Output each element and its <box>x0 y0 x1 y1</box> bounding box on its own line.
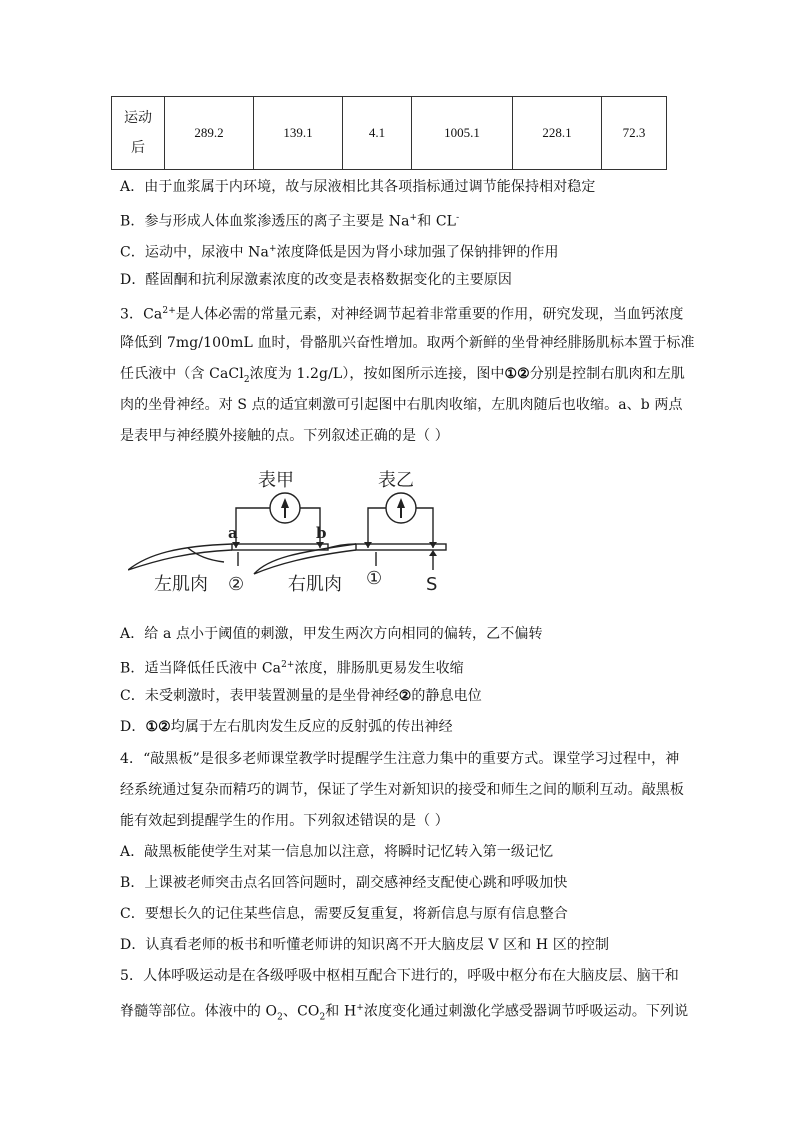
subscript: 2 <box>319 1012 326 1023</box>
circled-numbers: ①② <box>504 366 530 382</box>
table-cell: 72.3 <box>602 97 667 170</box>
arrow-meter2-left <box>364 542 372 548</box>
q4-option-d: D．认真看老师的板书和听懂老师讲的知识离不开大脑皮层 V 区和 H 区的控制 <box>120 937 610 953</box>
meter1-needle-stem <box>284 506 286 518</box>
label-point-a: a <box>228 524 238 542</box>
q3-option-b <box>120 655 464 679</box>
nerve-muscle-figure <box>128 462 458 600</box>
label-point-b: b <box>316 524 327 542</box>
q5-stem-line1: 5．人体呼吸运动是在各级呼吸中枢相互配合下进行的，呼吸中枢分布在大脑皮层、脑干和 <box>120 968 679 984</box>
row-label-line1: 运动 <box>124 110 152 126</box>
arrow-b <box>316 542 324 548</box>
text: D． <box>120 719 146 735</box>
label-right-muscle: 右肌肉 <box>288 574 342 595</box>
superscript: + <box>409 213 418 223</box>
text: 脊髓等部位。体液中的 O <box>120 1003 278 1020</box>
table-cell: 289.2 <box>165 97 254 170</box>
table-cell: 228.1 <box>513 97 602 170</box>
label-nerve2: ② <box>228 574 245 595</box>
q4-stem-line2: 经系统通过复杂而精巧的调节，保证了学生对新知识的接受和师生之间的顺利互动。敲黑板 <box>120 782 684 798</box>
q3-option-c <box>120 686 482 706</box>
q3-stem-line3 <box>120 364 685 390</box>
q4-option-a: A．敲黑板能使学生对某一信息加以注意，将瞬时记忆转入第一级记忆 <box>120 844 554 860</box>
arrow-a <box>232 542 240 548</box>
text: 的静息电位 <box>411 688 482 704</box>
q2-option-c <box>120 239 559 263</box>
label-meter1: 表甲 <box>258 470 294 491</box>
table-row <box>112 97 667 170</box>
circled-number: ② <box>398 688 412 704</box>
row-label-line2: 后 <box>131 140 145 156</box>
text: 3．Ca <box>120 306 163 323</box>
superscript: 2+ <box>162 306 176 316</box>
label-nerve1: ① <box>366 568 383 589</box>
q5-stem-line2 <box>120 998 688 1027</box>
q3-option-d <box>120 717 453 737</box>
right-muscle-shape <box>254 544 356 574</box>
label-stimulus: S <box>426 574 438 595</box>
superscript: 2+ <box>281 660 295 670</box>
q4-stem-line3: 能有效起到提醒学生的作用。下列叙述错误的是（ ） <box>120 813 449 829</box>
text: 浓度，腓肠肌更易发生收缩 <box>294 660 464 677</box>
superscript: + <box>268 244 277 254</box>
nerve-segment-left <box>232 544 328 550</box>
text: B．参与形成人体血浆渗透压的离子主要是 Na <box>120 213 410 230</box>
q4-stem-line1: 4．“敲黑板”是很多老师课堂教学时提醒学生注意力集中的重要方式。课堂学习过程中，神 <box>120 751 680 767</box>
q4-option-c: C．要想长久的记住某些信息，需要反复重复，将新信息与原有信息整合 <box>120 906 568 922</box>
q2-option-b <box>120 208 459 232</box>
data-table <box>111 96 667 170</box>
q4-option-b: B．上课被老师突击点名回答问题时，副交感神经支配使心跳和呼吸加快 <box>120 875 568 891</box>
superscript: - <box>456 213 460 223</box>
text: C．未受刺激时，表甲装置测量的是坐骨神经 <box>120 688 399 704</box>
text: C．运动中，尿液中 Na <box>120 244 269 261</box>
text: 均属于左右肌肉发生反应的反射弧的传出神经 <box>170 719 453 735</box>
q2-option-a: A．由于血浆属于内环境，故与尿液相比其各项指标通过调节能保持相对稳定 <box>120 179 596 195</box>
label-left-muscle: 左肌肉 <box>154 574 208 595</box>
circled-numbers: ①② <box>145 719 171 735</box>
text: 、CO <box>282 1003 320 1020</box>
table-cell: 139.1 <box>254 97 343 170</box>
label-meter2: 表乙 <box>378 470 414 491</box>
table-cell: 4.1 <box>343 97 412 170</box>
meter1-wire-left <box>236 508 270 548</box>
text: 浓度降低是因为肾小球加强了保钠排钾的作用 <box>276 244 559 261</box>
q3-stem-line4: 肉的坐骨神经。对 S 点的适宜刺激可引起图中右肌肉收缩，左肌肉随后也收缩。a、b 两点 <box>120 397 683 413</box>
table-cell: 1005.1 <box>412 97 513 170</box>
q2-option-d: D．醛固酮和抗利尿激素浓度的改变是表格数据变化的主要原因 <box>120 272 513 288</box>
q3-stem-line5: 是表甲与神经膜外接触的点。下列叙述正确的是（ ） <box>120 428 449 444</box>
q3-option-a: A．给 a 点小于阈值的刺激，甲发生两次方向相同的偏转，乙不偏转 <box>120 626 543 642</box>
superscript: + <box>356 1003 364 1013</box>
text: 和 CL <box>417 213 457 230</box>
left-muscle-shape <box>128 544 232 570</box>
text: 浓度变化通过刺激化学感受器调节呼吸运动。下列说 <box>363 1003 689 1020</box>
meter2-needle-stem <box>400 506 402 518</box>
q3-stem-line1 <box>120 301 683 325</box>
text: B．适当降低任氏液中 Ca <box>120 660 282 677</box>
subscript: 2 <box>243 374 250 385</box>
text: 分别是控制右肌肉和左肌 <box>529 366 685 382</box>
q3-stem-line2: 降低到 7mg/100mL 血时，骨骼肌兴奋性增加。取两个新鲜的坐骨神经腓肠肌标本置于标准 <box>120 335 695 351</box>
text: 是人体必需的常量元素，对神经调节起着非常重要的作用，研究发现，当血钙浓度 <box>175 306 684 323</box>
subscript: 2 <box>277 1012 283 1023</box>
left-muscle-tendon <box>188 548 224 562</box>
row-header <box>112 97 165 170</box>
stimulus-arrow-head <box>429 550 437 556</box>
text: 和 H <box>325 1003 357 1020</box>
text: 任氏液中（含 CaCl <box>120 366 244 382</box>
arrow-meter2-right <box>429 542 437 548</box>
text: 浓度为 1.2g/L），按如图所示连接，图中 <box>249 366 505 382</box>
